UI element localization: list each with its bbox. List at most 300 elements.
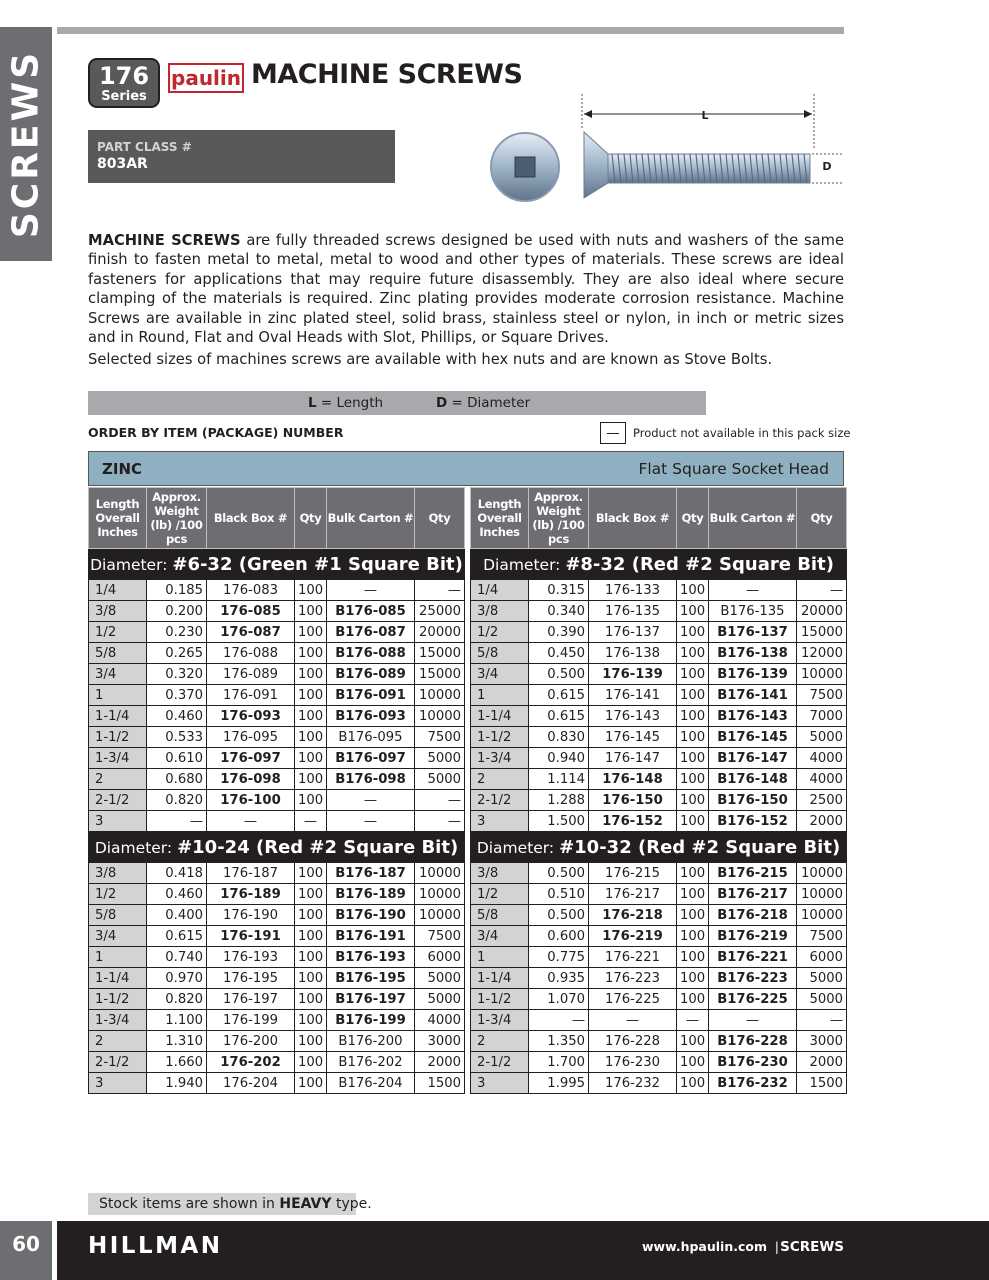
black-box-cell: 176-135	[589, 601, 677, 622]
bulk-carton-cell: —	[709, 580, 797, 601]
column-header: Qty	[677, 488, 709, 549]
bulk-qty-cell: —	[797, 1010, 847, 1031]
table-row	[89, 863, 465, 884]
bulk-carton-cell: B176-225	[709, 989, 797, 1010]
weight-cell: 0.935	[529, 968, 589, 989]
bulk-carton-cell: —	[327, 811, 415, 832]
bulk-carton-cell: B176-088	[327, 643, 415, 664]
bulk-carton-cell: B176-204	[327, 1073, 415, 1094]
bulk-qty-cell: 5000	[797, 727, 847, 748]
spec-table-left	[88, 487, 465, 1094]
box-qty-cell: 100	[295, 727, 327, 748]
length-cell: 1/4	[89, 580, 147, 601]
table-row	[471, 1031, 847, 1052]
weight-cell: 0.600	[529, 926, 589, 947]
box-qty-cell: 100	[295, 664, 327, 685]
bulk-qty-cell: 12000	[797, 643, 847, 664]
length-cell: 1	[471, 947, 529, 968]
box-qty-cell: 100	[677, 926, 709, 947]
bulk-qty-cell: 2000	[797, 811, 847, 832]
bulk-qty-cell: 7500	[797, 926, 847, 947]
bulk-qty-cell: —	[415, 580, 465, 601]
black-box-cell: 176-225	[589, 989, 677, 1010]
paulin-logo	[168, 63, 244, 93]
bulk-qty-cell: 3000	[415, 1031, 465, 1052]
bulk-qty-cell: 5000	[415, 968, 465, 989]
length-cell: 3/8	[89, 601, 147, 622]
table-row	[89, 664, 465, 685]
box-qty-cell: 100	[677, 748, 709, 769]
table-row	[471, 947, 847, 968]
table-row	[471, 1073, 847, 1094]
length-cell: 2-1/2	[471, 1052, 529, 1073]
black-box-cell: 176-218	[589, 905, 677, 926]
bulk-qty-cell: 7500	[415, 727, 465, 748]
series-label: Series	[101, 89, 147, 104]
bulk-carton-cell: B176-145	[709, 727, 797, 748]
weight-cell: 0.450	[529, 643, 589, 664]
bulk-carton-cell: B176-228	[709, 1031, 797, 1052]
box-qty-cell: 100	[677, 811, 709, 832]
bulk-qty-cell: 10000	[415, 884, 465, 905]
column-header: Black Box #	[589, 488, 677, 549]
length-cell: 1-3/4	[89, 1010, 147, 1031]
bulk-qty-cell: 4000	[797, 748, 847, 769]
weight-cell: 1.114	[529, 769, 589, 790]
weight-cell: 0.680	[147, 769, 207, 790]
box-qty-cell: 100	[677, 968, 709, 989]
finish-label: ZINC	[102, 460, 143, 478]
black-box-cell: 176-200	[207, 1031, 295, 1052]
table-row	[471, 1010, 847, 1031]
weight-cell: 0.615	[529, 706, 589, 727]
diameter-header: Diameter: #6-32 (Green #1 Square Bit)	[89, 549, 465, 580]
bulk-qty-cell: 5000	[797, 989, 847, 1010]
box-qty-cell: 100	[677, 601, 709, 622]
box-qty-cell: 100	[677, 905, 709, 926]
weight-cell: 1.500	[529, 811, 589, 832]
box-qty-cell: 100	[677, 863, 709, 884]
column-header: Length Overall Inches	[89, 488, 147, 549]
table-right-half	[470, 487, 846, 1094]
table-row	[471, 622, 847, 643]
bulk-carton-cell: B176-218	[709, 905, 797, 926]
box-qty-cell: 100	[677, 622, 709, 643]
black-box-cell: 176-100	[207, 790, 295, 811]
bulk-qty-cell: 1500	[415, 1073, 465, 1094]
hillman-logo: HILLMAN	[88, 1233, 223, 1259]
box-qty-cell: 100	[295, 947, 327, 968]
bulk-qty-cell: 1500	[797, 1073, 847, 1094]
length-cell: 1-1/2	[89, 727, 147, 748]
weight-cell: 0.418	[147, 863, 207, 884]
box-qty-cell: 100	[295, 1010, 327, 1031]
box-qty-cell: 100	[295, 863, 327, 884]
table-row	[89, 580, 465, 601]
black-box-cell: 176-202	[207, 1052, 295, 1073]
bulk-carton-cell: B176-085	[327, 601, 415, 622]
length-cell: 5/8	[471, 643, 529, 664]
table-row	[471, 727, 847, 748]
black-box-cell: 176-143	[589, 706, 677, 727]
length-cell: 1-1/2	[89, 989, 147, 1010]
table-row	[89, 1010, 465, 1031]
black-box-cell: —	[589, 1010, 677, 1031]
table-row	[471, 601, 847, 622]
length-cell: 5/8	[471, 905, 529, 926]
part-class-value: 803AR	[97, 156, 148, 172]
length-cell: 1-1/4	[89, 968, 147, 989]
bulk-qty-cell: 20000	[797, 601, 847, 622]
black-box-cell: 176-091	[207, 685, 295, 706]
bulk-qty-cell: 2000	[797, 1052, 847, 1073]
box-qty-cell: 100	[295, 1073, 327, 1094]
weight-cell: 0.820	[147, 989, 207, 1010]
footer-url[interactable]: www.hpaulin.com	[641, 1239, 767, 1254]
black-box-cell: 176-089	[207, 664, 295, 685]
length-cell: 1	[89, 685, 147, 706]
diameter-header: Diameter: #8-32 (Red #2 Square Bit)	[471, 549, 847, 580]
black-box-cell: 176-088	[207, 643, 295, 664]
length-cell: 1	[89, 947, 147, 968]
black-box-cell: 176-195	[207, 968, 295, 989]
column-header: Qty	[797, 488, 847, 549]
description-body: are fully threaded screws designed be used with nuts and washers of the same finish to fasten metal to metal, metal to wood and other types of materials. These screws are ideal fasteners for applications that may require future disassembly. They are also ideal where secure clamping of the materials is required. Zinc plating provides moderate corrosion resistance. Machine Screws are available in zinc plated steel, solid brass, stainless steel or nylon, in inch or metric sizes and in Round, Flat and Oval Heads with Slot, Phillips, or Square Drives.	[88, 232, 845, 347]
bulk-carton-cell: B176-089	[327, 664, 415, 685]
bulk-qty-cell: 3000	[797, 1031, 847, 1052]
box-qty-cell: 100	[677, 706, 709, 727]
bulk-carton-cell: B176-190	[327, 905, 415, 926]
bulk-carton-cell: B176-202	[327, 1052, 415, 1073]
bulk-qty-cell: 5000	[415, 989, 465, 1010]
bulk-carton-cell: B176-193	[327, 947, 415, 968]
box-qty-cell: 100	[677, 769, 709, 790]
length-cell: 1	[471, 685, 529, 706]
black-box-cell: 176-137	[589, 622, 677, 643]
footer-section: SCREWS	[780, 1239, 844, 1255]
not-available-dash-icon	[600, 422, 626, 444]
bulk-qty-cell: 4000	[415, 1010, 465, 1031]
table-row	[89, 622, 465, 643]
length-cell: 2	[471, 769, 529, 790]
column-header: Approx. Weight (lb) /100 pcs	[529, 488, 589, 549]
diameter-header: Diameter: #10-24 (Red #2 Square Bit)	[89, 832, 465, 863]
weight-cell: 0.185	[147, 580, 207, 601]
table-row	[89, 706, 465, 727]
bulk-carton-cell: B176-152	[709, 811, 797, 832]
description-second: Selected sizes of machines screws are available with hex nuts and are known as Stove Bolts.	[88, 351, 773, 368]
length-cell: 1-3/4	[471, 1010, 529, 1031]
side-tab	[0, 27, 52, 261]
bulk-carton-cell: B176-087	[327, 622, 415, 643]
box-qty-cell: 100	[295, 926, 327, 947]
square-socket-icon	[515, 157, 535, 177]
weight-cell: 1.070	[529, 989, 589, 1010]
length-cell: 3/8	[89, 863, 147, 884]
bulk-qty-cell: —	[415, 790, 465, 811]
weight-cell: 0.500	[529, 905, 589, 926]
black-box-cell: 176-093	[207, 706, 295, 727]
bulk-qty-cell: 5000	[415, 769, 465, 790]
weight-cell: 0.940	[529, 748, 589, 769]
table-row	[471, 685, 847, 706]
bulk-qty-cell: 5000	[415, 748, 465, 769]
weight-cell: 0.610	[147, 748, 207, 769]
box-qty-cell: 100	[677, 1031, 709, 1052]
box-qty-cell: 100	[295, 905, 327, 926]
box-qty-cell: 100	[295, 601, 327, 622]
black-box-cell: 176-152	[589, 811, 677, 832]
weight-cell: 1.660	[147, 1052, 207, 1073]
length-cell: 2	[89, 1031, 147, 1052]
bulk-qty-cell: 10000	[797, 664, 847, 685]
box-qty-cell: 100	[295, 769, 327, 790]
weight-cell: 1.995	[529, 1073, 589, 1094]
box-qty-cell: 100	[295, 706, 327, 727]
screw-flat-head	[584, 132, 608, 198]
bulk-qty-cell: 2000	[415, 1052, 465, 1073]
box-qty-cell: 100	[677, 643, 709, 664]
table-row	[89, 926, 465, 947]
table-row	[89, 989, 465, 1010]
table-row	[471, 748, 847, 769]
table-row	[471, 1052, 847, 1073]
table-left-half	[88, 487, 464, 1094]
length-cell: 3/4	[471, 664, 529, 685]
bulk-carton-cell: B176-150	[709, 790, 797, 811]
table-row	[471, 863, 847, 884]
bulk-qty-cell: 10000	[415, 863, 465, 884]
black-box-cell: 176-191	[207, 926, 295, 947]
box-qty-cell: 100	[677, 989, 709, 1010]
description-lead: MACHINE SCREWS	[88, 232, 241, 249]
bulk-qty-cell: 6000	[797, 947, 847, 968]
bulk-carton-cell: B176-191	[327, 926, 415, 947]
box-qty-cell: 100	[295, 622, 327, 643]
table-row	[89, 601, 465, 622]
top-rule	[57, 27, 844, 34]
bulk-carton-cell: —	[709, 1010, 797, 1031]
length-cell: 3/4	[471, 926, 529, 947]
bulk-qty-cell: 10000	[415, 685, 465, 706]
bulk-qty-cell: 15000	[415, 643, 465, 664]
bulk-qty-cell: 7500	[797, 685, 847, 706]
bulk-qty-cell: 2500	[797, 790, 847, 811]
bulk-carton-cell: B176-223	[709, 968, 797, 989]
box-qty-cell: 100	[295, 989, 327, 1010]
not-available-note: Product not available in this pack size	[633, 426, 851, 440]
black-box-cell: 176-215	[589, 863, 677, 884]
bulk-qty-cell: 10000	[797, 884, 847, 905]
black-box-cell: 176-087	[207, 622, 295, 643]
bulk-qty-cell: —	[415, 811, 465, 832]
black-box-cell: 176-187	[207, 863, 295, 884]
box-qty-cell: 100	[295, 580, 327, 601]
table-row	[471, 905, 847, 926]
black-box-cell: 176-204	[207, 1073, 295, 1094]
length-cell: 1/2	[471, 622, 529, 643]
table-row	[89, 1073, 465, 1094]
column-header: Bulk Carton #	[327, 488, 415, 549]
length-cell: 2-1/2	[89, 1052, 147, 1073]
length-cell: 3	[89, 811, 147, 832]
table-row	[471, 884, 847, 905]
weight-cell: 0.320	[147, 664, 207, 685]
box-qty-cell: 100	[677, 664, 709, 685]
box-qty-cell: 100	[677, 790, 709, 811]
table-row	[471, 580, 847, 601]
weight-cell: 1.350	[529, 1031, 589, 1052]
box-qty-cell: 100	[677, 580, 709, 601]
bulk-carton-cell: B176-195	[327, 968, 415, 989]
weight-cell: 1.940	[147, 1073, 207, 1094]
black-box-cell: 176-133	[589, 580, 677, 601]
bulk-qty-cell: 5000	[797, 968, 847, 989]
bulk-qty-cell: 10000	[415, 706, 465, 727]
black-box-cell: 176-150	[589, 790, 677, 811]
table-row	[89, 769, 465, 790]
bulk-carton-cell: B176-091	[327, 685, 415, 706]
table-row	[471, 968, 847, 989]
black-box-cell: 176-148	[589, 769, 677, 790]
part-class-label: PART CLASS #	[97, 140, 192, 154]
weight-cell: 0.500	[529, 863, 589, 884]
column-header: Approx. Weight (lb) /100 pcs	[147, 488, 207, 549]
box-qty-cell: 100	[677, 1052, 709, 1073]
bulk-qty-cell: 10000	[415, 905, 465, 926]
bulk-carton-cell: B176-189	[327, 884, 415, 905]
bulk-carton-cell: B176-200	[327, 1031, 415, 1052]
bulk-qty-cell: 10000	[797, 905, 847, 926]
black-box-cell: 176-098	[207, 769, 295, 790]
box-qty-cell: 100	[677, 685, 709, 706]
length-cell: 1/2	[89, 622, 147, 643]
length-cell: 1-1/2	[471, 989, 529, 1010]
black-box-cell: 176-190	[207, 905, 295, 926]
length-cell: 3/8	[471, 863, 529, 884]
bulk-carton-cell: B176-135	[709, 601, 797, 622]
box-qty-cell: —	[677, 1010, 709, 1031]
table-row	[89, 685, 465, 706]
table-row	[89, 947, 465, 968]
bulk-carton-cell: B176-147	[709, 748, 797, 769]
brand-text: paulin	[171, 66, 241, 90]
weight-cell: —	[529, 1010, 589, 1031]
black-box-cell: 176-199	[207, 1010, 295, 1031]
length-cell: 3	[471, 811, 529, 832]
bulk-qty-cell: 6000	[415, 947, 465, 968]
length-cell: 2-1/2	[89, 790, 147, 811]
weight-cell: 1.700	[529, 1052, 589, 1073]
table-row	[471, 790, 847, 811]
length-cell: 2	[471, 1031, 529, 1052]
box-qty-cell: 100	[677, 727, 709, 748]
length-cell: 3/4	[89, 664, 147, 685]
box-qty-cell: 100	[295, 1031, 327, 1052]
bulk-qty-cell: 25000	[415, 601, 465, 622]
head-type-label: Flat Square Socket Head	[638, 460, 829, 478]
weight-cell: 0.510	[529, 884, 589, 905]
weight-cell: 0.775	[529, 947, 589, 968]
length-cell: 1-3/4	[89, 748, 147, 769]
weight-cell: 0.615	[529, 685, 589, 706]
black-box-cell: 176-147	[589, 748, 677, 769]
table-row	[471, 989, 847, 1010]
legend-bar	[88, 391, 706, 415]
black-box-cell: 176-095	[207, 727, 295, 748]
bulk-carton-cell: B176-138	[709, 643, 797, 664]
stock-note: Stock items are shown in HEAVY type.	[88, 1193, 356, 1215]
bulk-carton-cell: B176-148	[709, 769, 797, 790]
length-cell: 5/8	[89, 905, 147, 926]
length-cell: 1-1/2	[471, 727, 529, 748]
table-row	[89, 790, 465, 811]
bulk-carton-cell: B176-098	[327, 769, 415, 790]
black-box-cell: 176-141	[589, 685, 677, 706]
column-header: Black Box #	[207, 488, 295, 549]
table-row	[471, 811, 847, 832]
table-row	[89, 1052, 465, 1073]
black-box-cell: 176-097	[207, 748, 295, 769]
box-qty-cell: 100	[295, 643, 327, 664]
weight-cell: 0.265	[147, 643, 207, 664]
screw-diagram	[488, 90, 848, 202]
bulk-qty-cell: 10000	[797, 863, 847, 884]
bulk-carton-cell: B176-141	[709, 685, 797, 706]
bulk-carton-cell: B176-232	[709, 1073, 797, 1094]
table-row	[89, 905, 465, 926]
weight-cell: 0.400	[147, 905, 207, 926]
bulk-qty-cell: 7500	[415, 926, 465, 947]
black-box-cell: 176-228	[589, 1031, 677, 1052]
weight-cell: 0.533	[147, 727, 207, 748]
table-row	[471, 769, 847, 790]
weight-cell: 1.310	[147, 1031, 207, 1052]
description	[88, 231, 844, 347]
part-class-box	[88, 130, 395, 183]
page-title: MACHINE SCREWS	[251, 59, 523, 90]
bulk-qty-cell: 7000	[797, 706, 847, 727]
length-cell: 3/4	[89, 926, 147, 947]
black-box-cell: 176-217	[589, 884, 677, 905]
bulk-carton-cell: B176-143	[709, 706, 797, 727]
diameter-label: D	[822, 160, 832, 173]
weight-cell: 0.615	[147, 926, 207, 947]
side-tab-label: SCREWS	[5, 49, 47, 239]
weight-cell: 0.370	[147, 685, 207, 706]
bulk-carton-cell: B176-095	[327, 727, 415, 748]
page-number: 60	[0, 1221, 52, 1280]
box-qty-cell: —	[295, 811, 327, 832]
black-box-cell: 176-230	[589, 1052, 677, 1073]
box-qty-cell: 100	[677, 884, 709, 905]
table-row	[89, 727, 465, 748]
length-cell: 3	[471, 1073, 529, 1094]
bulk-qty-cell: 15000	[415, 664, 465, 685]
table-row	[89, 1031, 465, 1052]
bulk-carton-cell: B176-199	[327, 1010, 415, 1031]
footer-separator: |	[774, 1239, 779, 1254]
column-header: Bulk Carton #	[709, 488, 797, 549]
column-header: Length Overall Inches	[471, 488, 529, 549]
table-row	[89, 811, 465, 832]
box-qty-cell: 100	[295, 685, 327, 706]
length-cell: 1-1/4	[89, 706, 147, 727]
box-qty-cell: 100	[295, 748, 327, 769]
bulk-carton-cell: B176-097	[327, 748, 415, 769]
bulk-carton-cell: B176-215	[709, 863, 797, 884]
box-qty-cell: 100	[295, 884, 327, 905]
